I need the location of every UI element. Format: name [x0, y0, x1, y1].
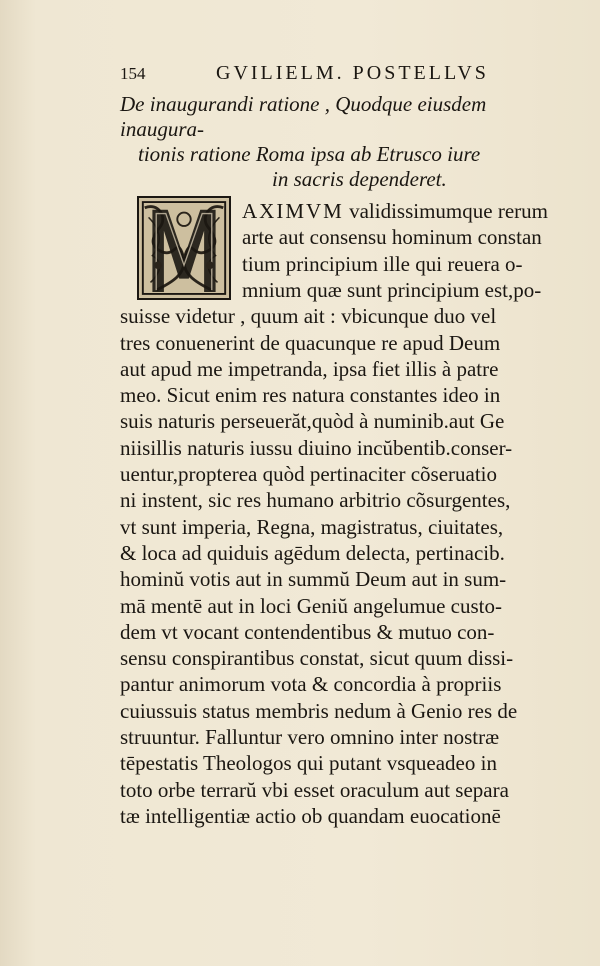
text-line: aut apud me impetranda, ipsa fiet illis à patre	[120, 356, 499, 381]
text-line: arte aut consensu hominum constan	[242, 225, 542, 250]
text-line: dem vt vocant contendentibus & mutuo con-	[120, 619, 495, 644]
text-line-rest: validissimumque rerum	[343, 199, 548, 223]
chapter-title-line-1: De inaugurandi ratione , Quodque eiusdem inaugura-	[120, 92, 487, 141]
chapter-title-line-3: in sacris dependeret.	[272, 167, 447, 191]
text-line	[242, 198, 548, 225]
text-line: suisse videtur , quum ait : vbicunque duo vel	[120, 304, 497, 329]
page-number: 154	[120, 64, 146, 83]
text-line: cuiussuis status membris nedum à Genio res de	[120, 698, 518, 723]
chapter-title	[120, 92, 560, 192]
text-line: ni instent, sic res humano arbitrio cõsurgentes,	[120, 488, 511, 513]
chapter-title-line-2: tionis ratione Roma ipsa ab Etrusco iure	[138, 142, 481, 166]
text-line: tæ intelligentiæ actio ob quandam euocationē	[120, 803, 501, 828]
text-line: niisillis naturis iussu diuino incŭbentib.conser-	[120, 435, 513, 460]
text-line: tres conuenerint de quacunque re apud Deum	[120, 330, 501, 355]
woodcut-initial-graphic	[139, 198, 229, 298]
text-line: mā mentē aut in loci Geniŭ angelumue custo-	[120, 593, 502, 618]
decorated-initial-icon	[137, 196, 231, 300]
text-line: toto orbe terrarŭ vbi esset oraculum aut separa	[120, 777, 509, 802]
text-line: suis naturis perseuerăt,quòd à numinib.aut Ge	[120, 409, 505, 434]
text-line: mnium quæ sunt principium est,po-	[242, 277, 542, 302]
text-line: & loca ad quiduis agēdum delecta, pertinacib.	[120, 540, 505, 565]
text-line: pantur animorum vota & concordia à propriis	[120, 672, 502, 697]
text-line: uentur,propterea quòd pertinaciter cõseruatio	[120, 462, 497, 486]
opening-word: AXIMVM	[242, 199, 344, 223]
text-line: vt sunt imperia, Regna, magistratus, ciuitates,	[120, 514, 504, 539]
text-line: meo. Sicut enim res natura constantes ideo in	[120, 383, 501, 408]
text-line: struuntur. Falluntur vero omnino inter nostræ	[120, 725, 500, 749]
text-line: hominŭ votis aut in summŭ Deum aut in sum-	[120, 567, 507, 592]
text-line: tium principium ille qui reuera o-	[242, 251, 523, 276]
text-line: sensu conspirantibus constat, sicut quum dissi-	[120, 646, 514, 671]
running-title: GVILIELM. POSTELLVS	[216, 62, 489, 84]
text-line: tēpestatis Theologos qui putant vsqueadeo in	[120, 751, 497, 776]
